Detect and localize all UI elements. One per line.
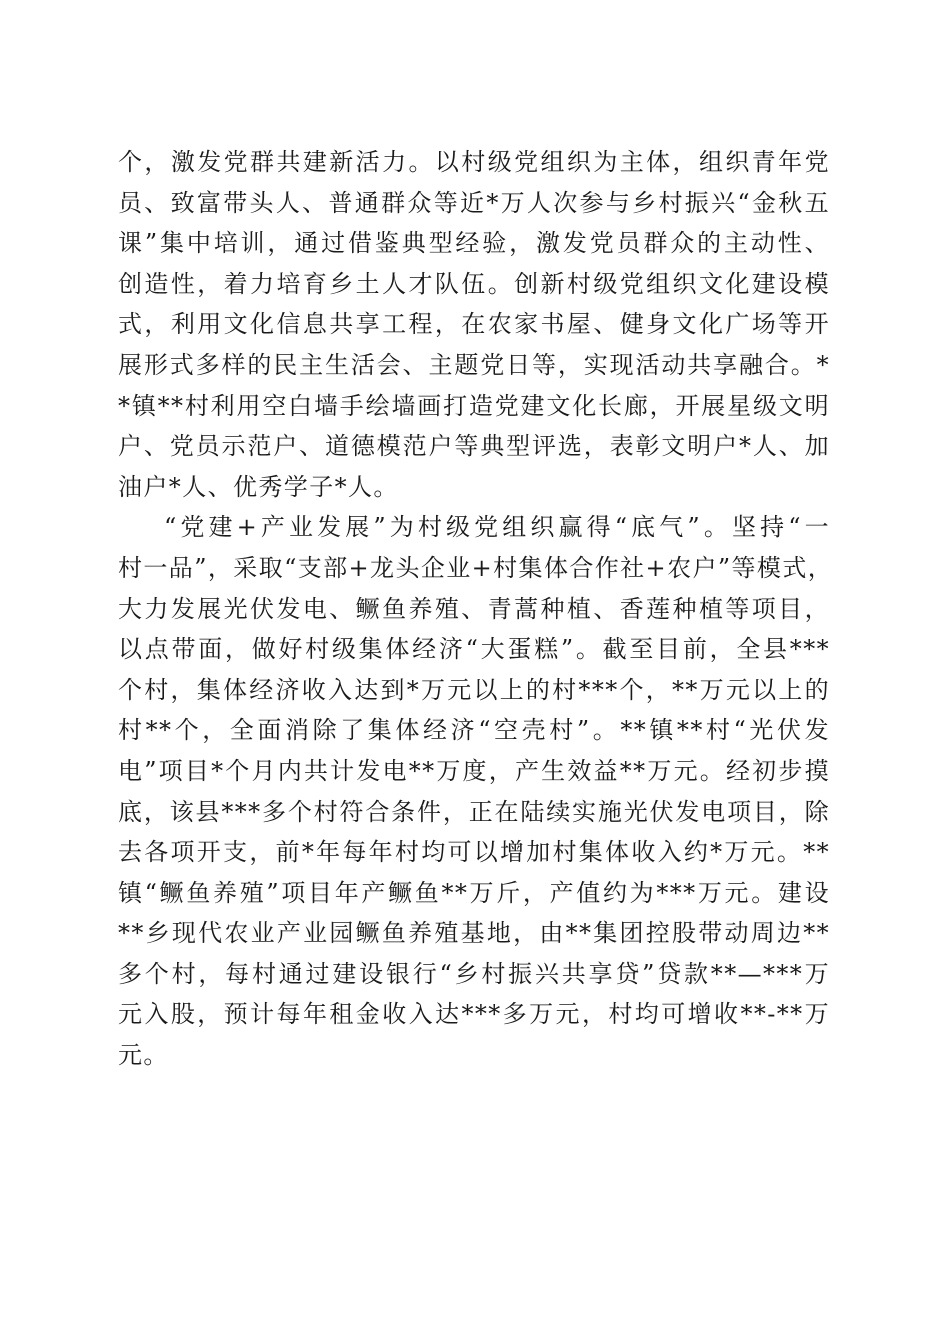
text-line: 去各项开支，前*年每年村均可以增加村集体收入约*万元。** bbox=[118, 838, 830, 867]
text-line: **乡现代农业产业园鳜鱼养殖基地，由**集团控股带动周边** bbox=[118, 919, 830, 948]
text-line: 式，利用文化信息共享工程，在农家书屋、健身文化广场等开 bbox=[118, 310, 830, 339]
document-body bbox=[118, 142, 834, 1076]
text-line: 个村，集体经济收入达到*万元以上的村***个，**万元以上的 bbox=[118, 675, 830, 704]
text-line: 底，该县***多个村符合条件，正在陆续实施光伏发电项目，除 bbox=[118, 797, 830, 826]
text-line: *镇**村利用空白墙手绘墙画打造党建文化长廊，开展星级文明 bbox=[118, 391, 830, 420]
text-line: 多个村，每村通过建设银行“乡村振兴共享贷”贷款**—***万 bbox=[118, 959, 830, 988]
text-line: “党建+产业发展”为村级党组织赢得“底气”。坚持“一 bbox=[164, 513, 830, 542]
text-line: 元入股，预计每年租金收入达***多万元，村均可增收**-**万 bbox=[118, 1000, 830, 1029]
text-line: 以点带面，做好村级集体经济“大蛋糕”。截至目前，全县*** bbox=[118, 635, 830, 664]
text-line: 元。 bbox=[118, 1041, 169, 1070]
text-line: 个，激发党群共建新活力。以村级党组织为主体，组织青年党 bbox=[118, 148, 830, 176]
text-line: 创造性，着力培育乡土人才队伍。创新村级党组织文化建设模 bbox=[118, 269, 830, 298]
text-line: 油户*人、优秀学子*人。 bbox=[118, 472, 399, 501]
text-line: 村**个，全面消除了集体经济“空壳村”。**镇**村“光伏发 bbox=[118, 716, 830, 745]
text-line: 户、党员示范户、道德模范户等典型评选，表彰文明户*人、加 bbox=[118, 432, 830, 461]
paragraph-1 bbox=[118, 142, 830, 507]
text-line: 展形式多样的民主生活会、主题党日等，实现活动共享融合。* bbox=[118, 350, 830, 379]
text-line: 镇“鳜鱼养殖”项目年产鳜鱼**万斤，产值约为***万元。建设 bbox=[118, 878, 830, 907]
text-line: 员、致富带头人、普通群众等近*万人次参与乡村振兴“金秋五 bbox=[118, 188, 830, 217]
text-line: 电”项目*个月内共计发电**万度，产生效益**万元。经初步摸 bbox=[118, 756, 830, 785]
text-line: 村一品”，采取“支部+龙头企业+村集体合作社+农户”等模式， bbox=[118, 553, 834, 582]
text-line: 大力发展光伏发电、鳜鱼养殖、青蒿种植、香莲种植等项目， bbox=[118, 594, 830, 623]
paragraph-2 bbox=[118, 507, 834, 1075]
text-line: 课”集中培训，通过借鉴典型经验，激发党员群众的主动性、 bbox=[118, 229, 830, 258]
